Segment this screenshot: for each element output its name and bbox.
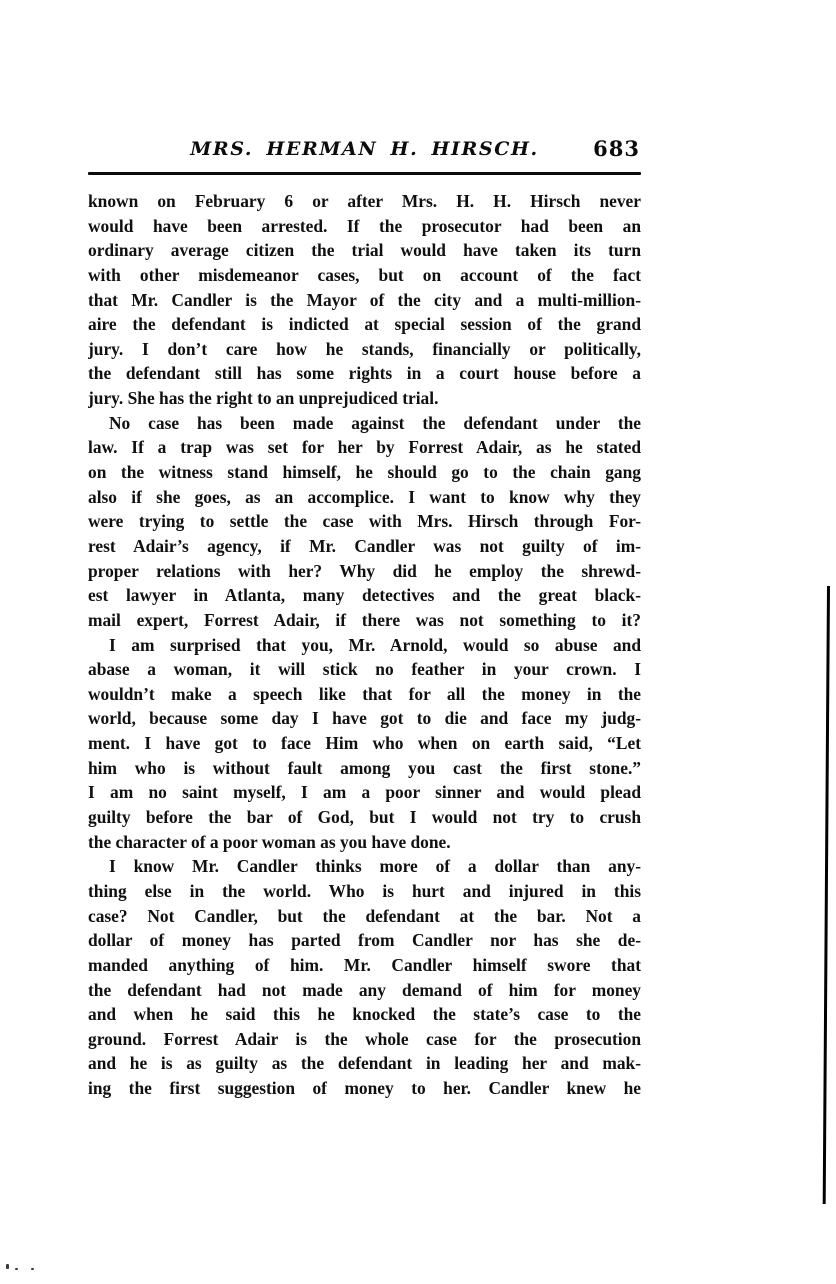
text-line: I am surprised that you, Mr. Arnold, would so abuse and bbox=[109, 634, 641, 655]
text-line: abase a woman, it will stick no feather in your crown. I bbox=[88, 659, 641, 680]
text-line: rest Adair’s agency, if Mr. Candler was not guilty of im- bbox=[88, 535, 641, 556]
running-header-title: MRS. HERMAN H. HIRSCH. bbox=[190, 138, 539, 160]
header-rule bbox=[88, 172, 641, 175]
text-line: wouldn’t make a speech like that for all the money in the bbox=[88, 683, 641, 704]
text-line: were trying to settle the case with Mrs. Hirsch through For- bbox=[88, 511, 641, 532]
text-line: I know Mr. Candler thinks more of a dollar than any- bbox=[109, 856, 641, 877]
text-line: him who is without fault among you cast the first stone.” bbox=[88, 757, 641, 778]
page-number: 683 bbox=[593, 136, 640, 161]
text-line: manded anything of him. Mr. Candler himself swore that bbox=[88, 954, 641, 975]
text-line: the defendant still has some rights in a court house before a bbox=[88, 363, 641, 384]
text-line: I am no saint myself, I am a poor sinner and would plead bbox=[88, 782, 641, 803]
text-line: proper relations with her? Why did he employ the shrewd- bbox=[88, 560, 641, 581]
text-line: would have been arrested. If the prosecutor had been an bbox=[88, 215, 641, 236]
text-line: the character of a poor woman as you have done. bbox=[88, 831, 451, 852]
text-line: with other misdemeanor cases, but on account of the fact bbox=[88, 264, 641, 285]
text-line: thing else in the world. Who is hurt and injured in this bbox=[88, 880, 641, 901]
text-line: jury. She has the right to an unprejudiced trial. bbox=[88, 388, 439, 409]
text-line: guilty before the bar of God, but I would not try to crush bbox=[88, 807, 641, 828]
text-line: and he is as guilty as the defendant in leading her and mak- bbox=[88, 1053, 641, 1074]
scan-artifact-speck bbox=[15, 1268, 18, 1270]
text-line: world, because some day I have got to die and face my judg- bbox=[88, 708, 641, 729]
text-line: and when he said this he knocked the state’s case to the bbox=[88, 1004, 641, 1025]
text-line: ground. Forrest Adair is the whole case for the prosecution bbox=[88, 1028, 641, 1049]
text-line: law. If a trap was set for her by Forrest Adair, as he stated bbox=[88, 437, 641, 458]
text-line: ment. I have got to face Him who when on earth said, “Let bbox=[88, 733, 641, 754]
text-line: also if she goes, as an accomplice. I want to know why they bbox=[88, 486, 641, 507]
text-line: mail expert, Forrest Adair, if there was not something to it? bbox=[88, 609, 641, 630]
text-line: the defendant had not made any demand of him for money bbox=[88, 979, 641, 1000]
text-line: that Mr. Candler is the Mayor of the city and a multi-million- bbox=[88, 289, 641, 310]
text-line: aire the defendant is indicted at special session of the grand bbox=[88, 314, 641, 335]
scan-artifact-speck bbox=[31, 1268, 34, 1270]
text-line: case? Not Candler, but the defendant at the bar. Not a bbox=[88, 905, 641, 926]
text-line: ing the first suggestion of money to her. Candler knew he bbox=[88, 1078, 641, 1099]
text-line: dollar of money has parted from Candler nor has she de- bbox=[88, 930, 641, 951]
text-line: est lawyer in Atlanta, many detectives and the great black- bbox=[88, 585, 641, 606]
text-line: No case has been made against the defendant under the bbox=[109, 412, 641, 433]
body-text bbox=[88, 189, 641, 1101]
scan-artifact-speck bbox=[6, 1264, 9, 1269]
text-line: on the witness stand himself, he should go to the chain gang bbox=[88, 462, 641, 483]
text-line: known on February 6 or after Mrs. H. H. Hirsch never bbox=[88, 191, 641, 211]
text-line: jury. I don’t care how he stands, financially or politically, bbox=[88, 338, 641, 359]
scan-artifact-edge-line bbox=[823, 586, 830, 1204]
text-line: ordinary average citizen the trial would have taken its turn bbox=[88, 240, 641, 261]
